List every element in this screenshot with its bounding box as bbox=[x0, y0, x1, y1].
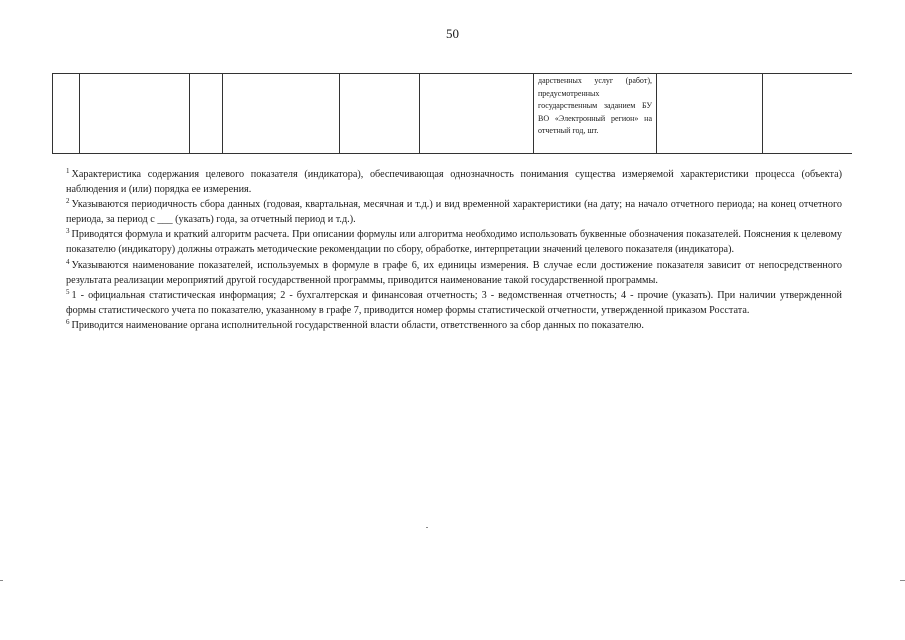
table-cell bbox=[763, 74, 852, 154]
footnote-marker: 5 bbox=[66, 287, 70, 296]
table-row bbox=[53, 74, 852, 154]
footnote-marker: 1 bbox=[66, 167, 70, 175]
page-number: 50 bbox=[446, 26, 459, 41]
footnote-marker: 4 bbox=[66, 257, 70, 266]
table-cell bbox=[80, 74, 190, 154]
footnote-text: Приводится наименование органа исполнительной государственной власти области, ответственного за сбор данных по показателю. bbox=[71, 319, 644, 331]
footnote-text: Указываются периодичность сбора данных (годовая, квартальная, месячная и т.д.) и вид временной характеристики (на дату; на начало отчетного периода; на конец отчетного периода, за период с ___ (указать) года, за отчетный период и т.д.). bbox=[66, 199, 842, 226]
table-cell bbox=[190, 74, 223, 154]
table-cell bbox=[420, 74, 534, 154]
table-cell bbox=[53, 74, 80, 154]
footnote-marker: 2 bbox=[66, 197, 70, 206]
footnote-text: Характеристика содержания целевого показателя (индикатора), обеспечивающая однозначность понимания существа измеряемой характеристики процесса (объекта) наблюдения и (или) порядка ее измерения. bbox=[66, 169, 842, 196]
table-cell bbox=[340, 74, 420, 154]
footnote-5 bbox=[66, 288, 842, 318]
scan-mark bbox=[900, 580, 905, 581]
footnote-marker: 6 bbox=[66, 317, 70, 326]
footnote-text: 1 - официальная статистическая информация; 2 - бухгалтерская и финансовая отчетность; 3 - ведомственная отчетность; 4 - прочие (указать). При наличии утвержденной формы статистического учета по показателю, указанному в графе 7, приводится номер формы статистической отчетности, утвержденной приказом Росстата. bbox=[66, 289, 842, 316]
footnote-text: Указываются наименование показателей, используемых в формуле в графе 6, их единицы измерения. В случае если достижение показателя зависит от непосредственного результата реализации мероприятий другой государственной программы, приводится наименование такой государственной программы. bbox=[66, 259, 842, 286]
scan-mark bbox=[426, 527, 428, 528]
footnote-2 bbox=[66, 197, 842, 227]
table-cell bbox=[223, 74, 340, 154]
footnote-4 bbox=[66, 258, 842, 288]
continuation-table bbox=[52, 73, 852, 154]
footnote-1 bbox=[66, 167, 842, 197]
footnote-marker: 3 bbox=[66, 227, 70, 236]
footnote-3 bbox=[66, 227, 842, 257]
scan-mark bbox=[0, 580, 3, 581]
table-cell-indicator-text: дарственных услуг (работ), предусмотренных государственным заданием БУ ВО «Электронный регион» на отчетный год, шт. bbox=[534, 74, 657, 154]
footnote-6 bbox=[66, 318, 842, 333]
table-cell bbox=[657, 74, 763, 154]
footnotes-block bbox=[66, 167, 842, 333]
footnote-text: Приводятся формула и краткий алгоритм расчета. При описании формулы или алгоритма необходимо использовать буквенные обозначения показателей. Пояснения к целевому показателю (индикатору) должны отражать методические рекомендации по сбору, обработке, интерпретации значений целевого показателя (индикатора). bbox=[66, 229, 842, 256]
